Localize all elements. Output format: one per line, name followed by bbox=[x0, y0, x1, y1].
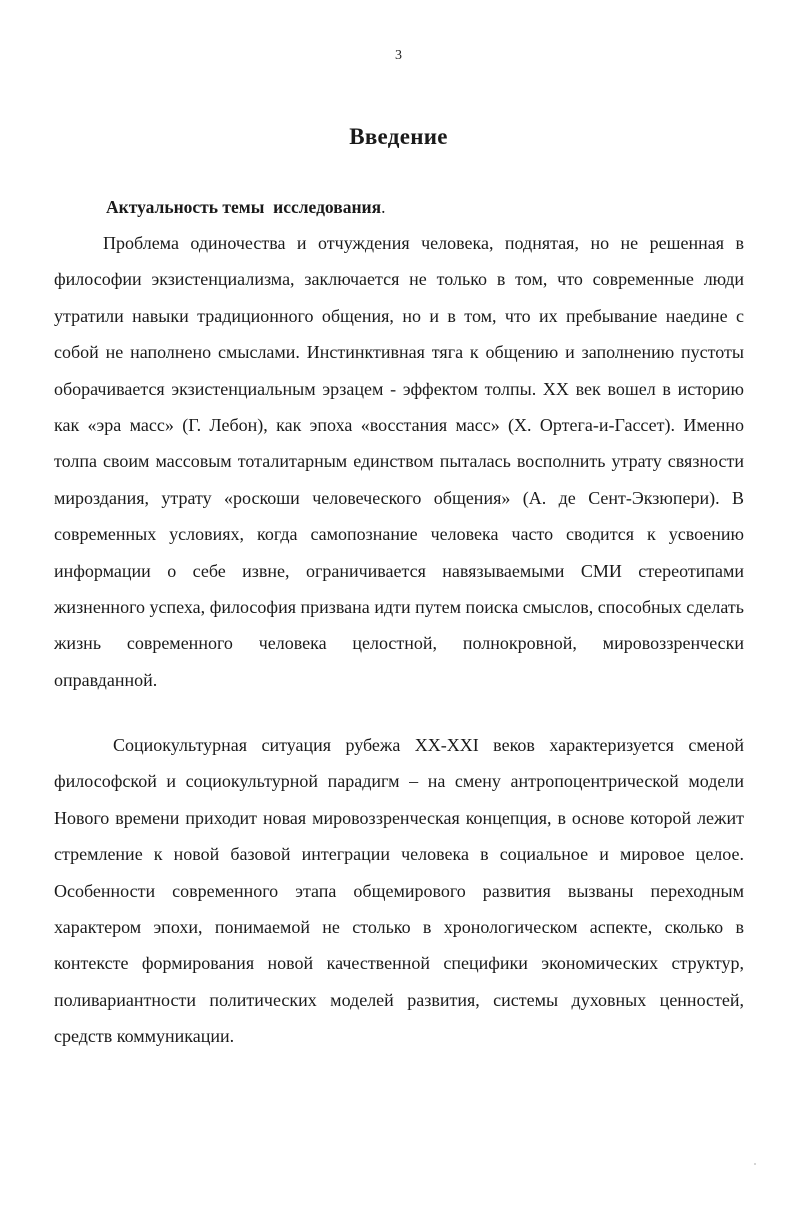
page-title: Введение bbox=[349, 124, 448, 149]
page-number: 3 bbox=[395, 48, 402, 63]
paragraph-2: Социокультурная ситуация рубежа XX-XXI веков характеризуется сменой философской и социокультурной парадигм – на смену антропоцентрической модели Нового времени приходит новая мировоззренческая концепция, в основе которой лежит стремление к новой базовой интеграции человека в социальное и мировое целое. Особенности современного этапа общемирового развития вызваны переходным характером эпохи, понимаемой не столько в хронологическом аспекте, сколько в контексте формирования новой качественной специфики экономических структур, поливариантности политических моделей развития, системы духовных ценностей, средств коммуникации. bbox=[54, 735, 744, 1047]
section-heading-text: Актуальность темы исследования bbox=[106, 197, 382, 217]
section-heading-punctuation: . bbox=[381, 197, 386, 217]
section-heading bbox=[106, 197, 385, 218]
paragraph-1: Проблема одиночества и отчуждения человека, поднятая, но не решенная в философии экзистенциализма, заключается не только в том, что современные люди утратили навыки традиционного общения, но и в том, что их пребывание наедине с собой не наполнено смыслами. Инстинктивная тяга к общению и заполнению пустоты оборачивается экзистенциальным эрзацем - эффектом толпы. XX век вошел в историю как «эра масс» (Г. Лебон), как эпоха «восстания масс» (X. Ортега-и-Гассет). Именно толпа своим массовым тоталитарным единством пыталась восполнить утрату связности мироздания, утрату «роскоши человеческого общения» (А. де Сент-Экзюпери). В современных условиях, когда самопознание человека часто сводится к усвоению информации о себе извне, ограничивается навязываемыми СМИ стереотипами жизненного успеха, философия призвана идти путем поиска смыслов, способных сделать жизнь современного человека целостной, полнокровной, мировоззренчески оправданной. bbox=[54, 233, 744, 690]
scan-speck bbox=[754, 1163, 756, 1165]
